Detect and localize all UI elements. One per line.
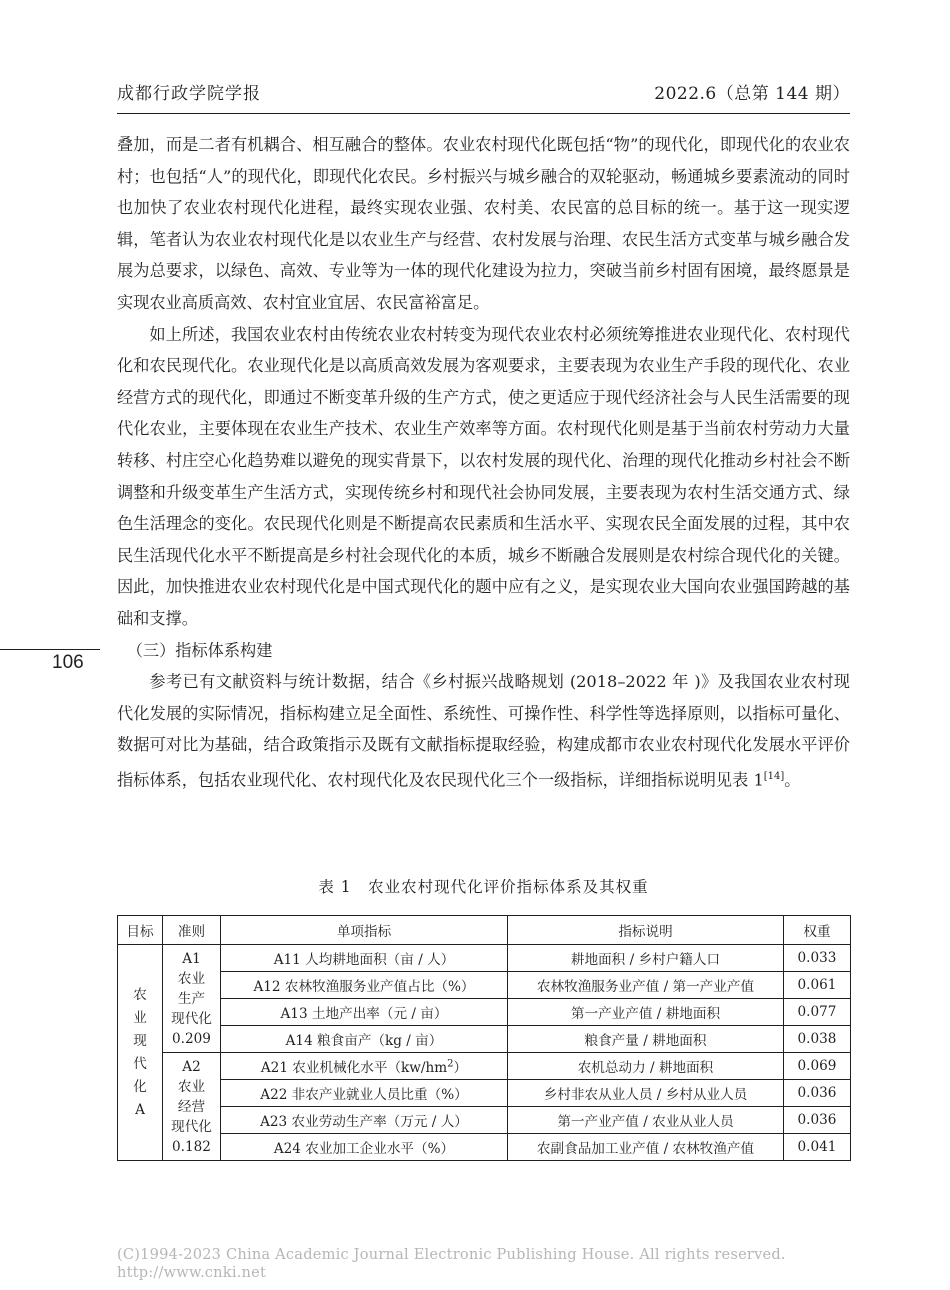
header-goal: 目标 — [118, 916, 163, 945]
table-row — [118, 1026, 851, 1053]
table-row — [118, 945, 851, 972]
indicator-cell: A12 农林牧渔服务业产值占比（%） — [221, 972, 508, 999]
indicator-cell: A21 农业机械化水平$(kw/hm^2)$ — [221, 1053, 508, 1080]
issue-info: 2022.6（总第 144 期） — [654, 84, 850, 104]
header-rule — [117, 113, 850, 114]
copyright-footer: (C)1994-2023 China Academic Journal Electronic Publishing House. All rights reserved. http://www.cnki.net — [117, 1246, 816, 1281]
table-row — [118, 1107, 851, 1134]
weight-cell: 0.036 — [784, 1107, 851, 1134]
citation-link[interactable]: [14] — [763, 770, 785, 782]
weight-cell: 0.061 — [784, 972, 851, 999]
header-description: 指标说明 — [508, 916, 784, 945]
paragraph-3 — [117, 666, 850, 796]
table-header-row — [118, 916, 851, 945]
indicator-cell: A11 人均耕地面积（亩 / 人） — [221, 945, 508, 972]
paragraph-3-text: 参考已有文献资料与统计数据，结合《乡村振兴战略规划 (2018–2022 年 )》及我国农业农村现代化发展的实际情况，指标构建立足全面性、系统性、可操作性、科学性等选择原则，以指标可量化、数据可对比为基础，结合政策指示及既有文献指标提取经验，构建成都市农业农村现代化发展水平评价指标体系，包括农业现代化、农村现代化及农民现代化三个一级指标，详细指标说明见表 1 — [117, 672, 850, 790]
paragraph-2: 如上所述，我国农业农村由传统农业农村转变为现代农业农村必须统筹推进农业现代化、农村现代化和农民现代化。农业现代化是以高质高效发展为客观要求，主要表现为农业生产手段的现代化、农业经营方式的现代化，即通过不断变革升级的生产方式，使之更适应于现代经济社会与人民生活需要的现代化农业，主要体现在农业生产技术、农业生产效率等方面。农村现代化则是基于当前农村劳动力大量转移、村庄空心化趋势难以避免的现实背景下，以农村发展的现代化、治理的现代化推动乡村社会不断调整和升级变革生产生活方式，实现传统乡村和现代社会协同发展，主要表现为农村生活交通方式、绿色生活理念的变化。农民现代化则是不断提高农民素质和生活水平、实现农民全面发展的过程，其中农民生活现代化水平不断提高是乡村社会现代化的本质，城乡不断融合发展则是农村综合现代化的关键。因此，加快推进农业农村现代化是中国式现代化的题中应有之义，是实现农业大国向农业强国跨越的基础和支撑。 — [117, 324, 850, 628]
header-weight: 权重 — [784, 916, 851, 945]
criteria-cell-a2: A2 农业 经营 现代化 0.182 — [163, 1053, 221, 1161]
indicator-cell: A13 土地产出率（元 / 亩） — [221, 999, 508, 1026]
description-cell: 农副食品加工业产值 / 农林牧渔产值 — [508, 1134, 784, 1161]
description-cell: 农林牧渔服务业产值 / 第一产业产值 — [508, 972, 784, 999]
description-cell: 第一产业产值 / 农业从业人员 — [508, 1107, 784, 1134]
description-cell: 第一产业产值 / 耕地面积 — [508, 999, 784, 1026]
weight-cell: 0.036 — [784, 1080, 851, 1107]
table-caption: 表 1 农业农村现代化评价指标体系及其权重 — [318, 878, 649, 896]
table-row — [118, 999, 851, 1026]
weight-cell: 0.033 — [784, 945, 851, 972]
description-cell: 粮食产量 / 耕地面积 — [508, 1026, 784, 1053]
paragraph-1: 叠加，而是二者有机耦合、相互融合的整体。农业农村现代化既包括“物”的现代化，即现代化的农业农村；也包括“人”的现代化，即现代化农民。乡村振兴与城乡融合的双轮驱动，畅通城乡要素流动的同时也加快了农业农村现代化进程，最终实现农业强、农村美、农民富的总目标的统一。基于这一现实逻辑，笔者认为农业农村现代化是以农业生产与经营、农村发展与治理、农民生活方式变革与城乡融合发展为总要求，以绿色、高效、专业等为一体的现代化建设为拉力，突破当前乡村固有困境，最终愿景是实现农业高质高效、农村宜业宜居、农民富裕富足。 — [117, 135, 850, 312]
indicator-cell: A14 粮食亩产（kg / 亩） — [221, 1026, 508, 1053]
description-cell: 耕地面积 / 乡村户籍人口 — [508, 945, 784, 972]
weight-cell: 0.069 — [784, 1053, 851, 1080]
table-row — [118, 972, 851, 999]
header-indicator: 单项指标 — [221, 916, 508, 945]
indicator-table — [117, 915, 851, 1161]
weight-cell: 0.077 — [784, 999, 851, 1026]
table-row — [118, 1134, 851, 1161]
indicator-cell: A23 农业劳动生产率（万元 / 人） — [221, 1107, 508, 1134]
description-cell: 农机总动力 / 耕地面积 — [508, 1053, 784, 1080]
indicator-cell: A24 农业加工企业水平（%） — [221, 1134, 508, 1161]
goal-cell: 农 业 现 代 化 A — [118, 945, 163, 1161]
table-row — [118, 1080, 851, 1107]
description-cell: 乡村非农从业人员 / 乡村从业人员 — [508, 1080, 784, 1107]
criteria-cell-a1: A1 农业 生产 现代化 0.209 — [163, 945, 221, 1053]
page-number-rule — [0, 649, 100, 650]
table-row — [118, 1053, 851, 1080]
weight-cell: 0.038 — [784, 1026, 851, 1053]
indicator-cell: A22 非农产业就业人员比重（%） — [221, 1080, 508, 1107]
header-criteria: 准则 — [163, 916, 221, 945]
journal-name: 成都行政学院学报 — [117, 84, 261, 104]
weight-cell: 0.041 — [784, 1134, 851, 1161]
article-body — [117, 129, 850, 796]
page-number: 106 — [52, 652, 84, 673]
section-heading: （三）指标体系构建 — [126, 640, 273, 660]
paragraph-3-end: 。 — [784, 770, 801, 790]
